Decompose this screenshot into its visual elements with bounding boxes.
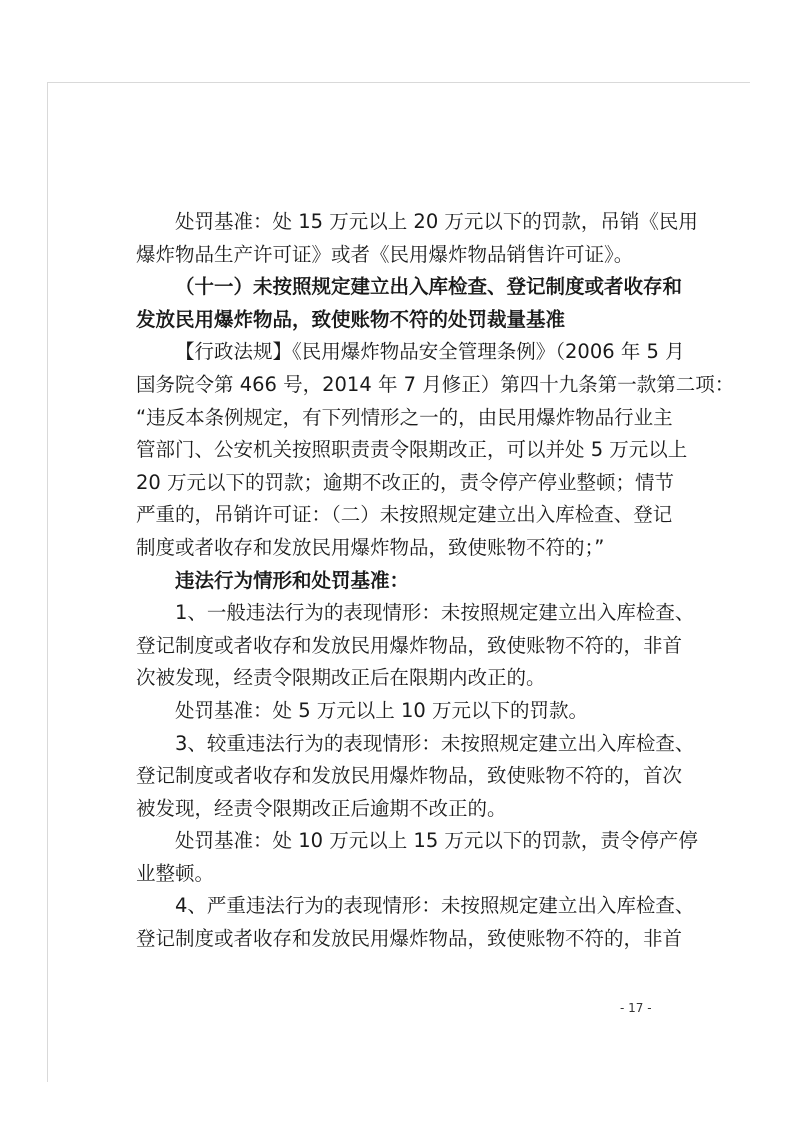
text-line: 处罚基准：处 5 万元以上 10 万元以下的罚款。	[175, 698, 589, 722]
text-line: 3、较重违法行为的表现情形：未按照规定建立出入库检查、	[175, 731, 695, 755]
text-line: 次被发现，经责令限期改正后在限期内改正的。	[136, 666, 546, 690]
page-number: - 17 -	[620, 1001, 652, 1015]
text-line: 登记制度或者收存和发放民用爆炸物品，致使账物不符的，非首	[136, 927, 683, 951]
text-line: 被发现，经责令限期改正后逾期不改正的。	[136, 796, 507, 820]
text-line: 1、一般违法行为的表现情形：未按照规定建立出入库检查、	[175, 601, 695, 625]
text-line: 登记制度或者收存和发放民用爆炸物品，致使账物不符的，首次	[136, 764, 683, 788]
text-line: 国务院令第 466 号，2014 年 7 月修正）第四十九条第一款第二项：	[136, 372, 735, 396]
section-heading: （十一）未按照规定建立出入库检查、登记制度或者收存和	[175, 275, 683, 299]
text-line: 管部门、公安机关按照职责责令限期改正，可以并处 5 万元以上	[136, 438, 688, 462]
text-line: 处罚基准：处 15 万元以上 20 万元以下的罚款，吊销《民用	[175, 210, 698, 233]
text-line: 4、严重违法行为的表现情形：未按照规定建立出入库检查、	[175, 894, 695, 918]
section-heading: 发放民用爆炸物品，致使账物不符的处罚裁量基准	[136, 307, 566, 331]
text-line: 爆炸物品生产许可证》或者《民用爆炸物品销售许可证》。	[136, 242, 634, 266]
text-line: 业整顿。	[136, 861, 215, 885]
page-left-border	[47, 82, 48, 1082]
text-line: 处罚基准：处 10 万元以上 15 万元以下的罚款，责令停产停	[175, 829, 698, 853]
page-top-border	[47, 82, 750, 83]
text-line: 严重的，吊销许可证：（二）未按照规定建立出入库检查、登记	[136, 503, 673, 527]
text-line: 制度或者收存和发放民用爆炸物品，致使账物不符的；”	[136, 535, 605, 559]
text-line: “违反本条例规定，有下列情形之一的，由民用爆炸物品行业主	[136, 405, 673, 429]
text-line: 【行政法规】《民用爆炸物品安全管理条例》（2006 年 5 月	[175, 340, 685, 364]
document-body	[136, 206, 735, 956]
text-line: 登记制度或者收存和发放民用爆炸物品，致使账物不符的，非首	[136, 633, 683, 657]
text-line: 20 万元以下的罚款；逾期不改正的，责令停产停业整顿；情节	[136, 470, 675, 494]
subsection-heading: 违法行为情形和处罚基准：	[175, 568, 410, 592]
